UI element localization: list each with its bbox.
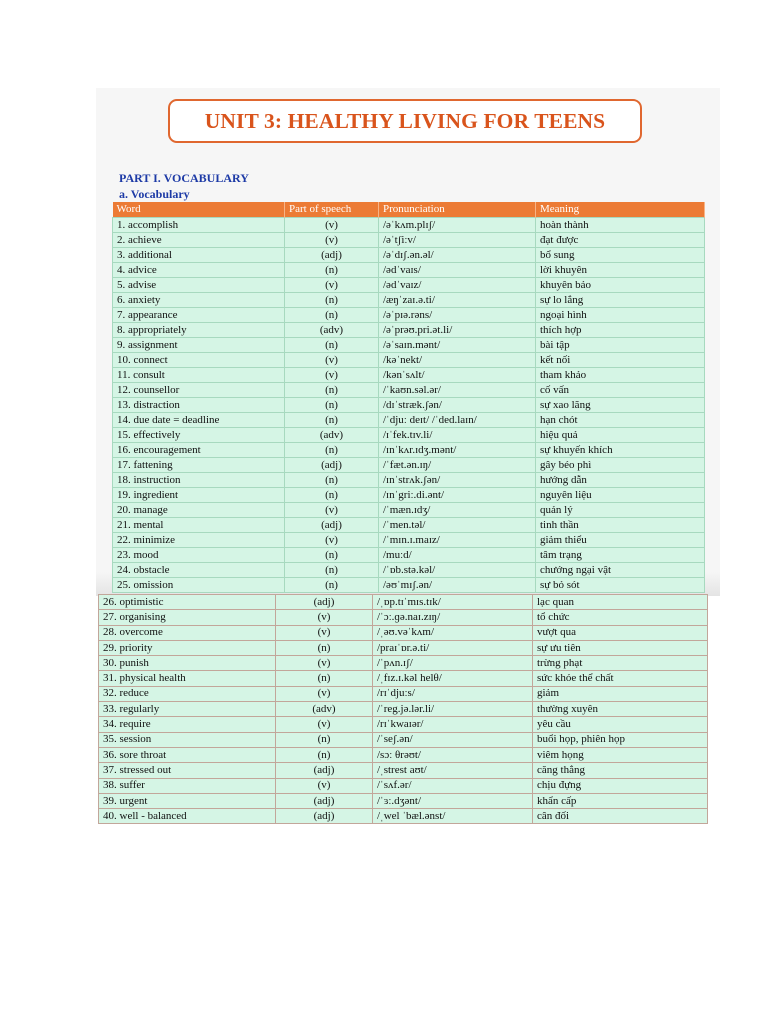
pronunciation-cell: /ˌɒp.tɪˈmɪs.tɪk/ <box>373 595 533 610</box>
meaning-cell: viêm họng <box>533 747 708 762</box>
table-row <box>113 428 705 443</box>
pronunciation-cell: /əˈprəʊ.pri.ət.li/ <box>379 323 536 338</box>
word-cell: 27. organising <box>99 610 276 625</box>
table-row <box>99 809 708 824</box>
table-row <box>113 368 705 383</box>
meaning-cell: bài tập <box>536 338 705 353</box>
table-row <box>113 533 705 548</box>
word-cell: 28. overcome <box>99 625 276 640</box>
meaning-cell: kết nối <box>536 353 705 368</box>
header-word: Word <box>113 202 285 218</box>
word-cell: 31. physical health <box>99 671 276 686</box>
word-cell: 4. advice <box>113 263 285 278</box>
meaning-cell: hạn chót <box>536 413 705 428</box>
table-row <box>113 353 705 368</box>
meaning-cell: tham khảo <box>536 368 705 383</box>
word-cell: 33. regularly <box>99 702 276 717</box>
pos-cell: (adj) <box>285 248 379 263</box>
meaning-cell: buổi họp, phiên họp <box>533 732 708 747</box>
pronunciation-cell: /ˌəʊ.vəˈkʌm/ <box>373 625 533 640</box>
pos-cell: (adv) <box>276 702 373 717</box>
meaning-cell: tâm trạng <box>536 548 705 563</box>
vocabulary-table-top <box>112 202 705 593</box>
meaning-cell: khuyên bảo <box>536 278 705 293</box>
pos-cell: (adj) <box>285 518 379 533</box>
pos-cell: (v) <box>285 218 379 233</box>
pos-cell: (n) <box>285 263 379 278</box>
pos-cell: (v) <box>285 353 379 368</box>
pronunciation-cell: /ˌstrest aʊt/ <box>373 763 533 778</box>
pronunciation-cell: /kəˈnekt/ <box>379 353 536 368</box>
pronunciation-cell: /ˈmen.təl/ <box>379 518 536 533</box>
meaning-cell: hiệu quả <box>536 428 705 443</box>
pronunciation-cell: /praɪˈɒr.ə.ti/ <box>373 640 533 655</box>
pronunciation-cell: /ˈɜː.dʒənt/ <box>373 793 533 808</box>
table-row <box>113 233 705 248</box>
table-row <box>113 548 705 563</box>
pronunciation-cell: /əˈkʌm.plɪʃ/ <box>379 218 536 233</box>
meaning-cell: lạc quan <box>533 595 708 610</box>
word-cell: 30. punish <box>99 656 276 671</box>
meaning-cell: yêu cầu <box>533 717 708 732</box>
pos-cell: (v) <box>285 278 379 293</box>
pronunciation-cell: /əˈdɪʃ.ən.əl/ <box>379 248 536 263</box>
meaning-cell: giảm thiểu <box>536 533 705 548</box>
meaning-cell: căng thẳng <box>533 763 708 778</box>
pronunciation-cell: /ˈfæt.ən.ɪŋ/ <box>379 458 536 473</box>
table-row <box>113 503 705 518</box>
table-row <box>99 686 708 701</box>
pronunciation-cell: /ˌfɪz.ɪ.kəl helθ/ <box>373 671 533 686</box>
pronunciation-cell: /ɪnˈkʌr.ɪdʒ.mənt/ <box>379 443 536 458</box>
table-row <box>113 443 705 458</box>
pronunciation-cell: /dɪˈstræk.ʃən/ <box>379 398 536 413</box>
word-cell: 17. fattening <box>113 458 285 473</box>
pronunciation-cell: /ɪnˈgriː.di.ənt/ <box>379 488 536 503</box>
pos-cell: (n) <box>285 443 379 458</box>
table-row <box>113 458 705 473</box>
table-row <box>99 625 708 640</box>
word-cell: 35. session <box>99 732 276 747</box>
pos-cell: (n) <box>276 671 373 686</box>
meaning-cell: tinh thần <box>536 518 705 533</box>
pos-cell: (v) <box>285 368 379 383</box>
pronunciation-cell: /ˈdjuː deɪt/ /ˈded.laɪn/ <box>379 413 536 428</box>
vocabulary-table-bottom <box>98 594 708 824</box>
word-cell: 37. stressed out <box>99 763 276 778</box>
word-cell: 24. obstacle <box>113 563 285 578</box>
pos-cell: (n) <box>285 473 379 488</box>
pronunciation-cell: /rɪˈkwaɪər/ <box>373 717 533 732</box>
word-cell: 20. manage <box>113 503 285 518</box>
pos-cell: (n) <box>276 732 373 747</box>
pos-cell: (v) <box>276 610 373 625</box>
table-row <box>113 248 705 263</box>
pronunciation-cell: /ˈpʌn.ɪʃ/ <box>373 656 533 671</box>
meaning-cell: cố vấn <box>536 383 705 398</box>
table-row <box>99 640 708 655</box>
pronunciation-cell: /əʊˈmɪʃ.ən/ <box>379 578 536 593</box>
pronunciation-cell: /rɪˈdjuːs/ <box>373 686 533 701</box>
meaning-cell: đạt được <box>536 233 705 248</box>
table-row <box>113 263 705 278</box>
unit-title: UNIT 3: HEALTHY LIVING FOR TEENS <box>204 108 606 133</box>
word-cell: 13. distraction <box>113 398 285 413</box>
pos-cell: (n) <box>285 383 379 398</box>
table-row <box>113 473 705 488</box>
table-row <box>99 747 708 762</box>
word-cell: 7. appearance <box>113 308 285 323</box>
table-row <box>99 717 708 732</box>
table-row <box>113 413 705 428</box>
table-row <box>99 610 708 625</box>
table-row <box>99 671 708 686</box>
pronunciation-cell: /ˈmæn.ɪdʒ/ <box>379 503 536 518</box>
header-part-of-speech: Part of speech <box>285 202 379 218</box>
meaning-cell: cân đối <box>533 809 708 824</box>
table-row <box>113 383 705 398</box>
meaning-cell: giảm <box>533 686 708 701</box>
word-cell: 3. additional <box>113 248 285 263</box>
pos-cell: (n) <box>285 563 379 578</box>
table-row <box>99 595 708 610</box>
meaning-cell: quản lý <box>536 503 705 518</box>
word-cell: 16. encouragement <box>113 443 285 458</box>
meaning-cell: sức khỏe thể chất <box>533 671 708 686</box>
word-cell: 9. assignment <box>113 338 285 353</box>
table-row <box>113 578 705 593</box>
word-cell: 29. priority <box>99 640 276 655</box>
word-cell: 19. ingredient <box>113 488 285 503</box>
pronunciation-cell: /ˈkaʊn.səl.ər/ <box>379 383 536 398</box>
pos-cell: (n) <box>285 548 379 563</box>
pronunciation-cell: /əˈtʃiːv/ <box>379 233 536 248</box>
word-cell: 34. require <box>99 717 276 732</box>
pos-cell: (adj) <box>276 763 373 778</box>
table-row <box>99 778 708 793</box>
pos-cell: (adv) <box>285 323 379 338</box>
pos-cell: (v) <box>276 656 373 671</box>
word-cell: 26. optimistic <box>99 595 276 610</box>
meaning-cell: chịu đựng <box>533 778 708 793</box>
table-row <box>99 763 708 778</box>
meaning-cell: bổ sung <box>536 248 705 263</box>
pos-cell: (v) <box>285 533 379 548</box>
word-cell: 15. effectively <box>113 428 285 443</box>
word-cell: 10. connect <box>113 353 285 368</box>
pos-cell: (v) <box>285 233 379 248</box>
word-cell: 40. well - balanced <box>99 809 276 824</box>
table-row <box>113 338 705 353</box>
table-row <box>113 278 705 293</box>
section-subtitle: a. Vocabulary <box>119 187 190 201</box>
word-cell: 25. omission <box>113 578 285 593</box>
pronunciation-cell: /ˈɒb.stə.kəl/ <box>379 563 536 578</box>
meaning-cell: vượt qua <box>533 625 708 640</box>
meaning-cell: hoàn thành <box>536 218 705 233</box>
table-row <box>113 488 705 503</box>
meaning-cell: sự lo lắng <box>536 293 705 308</box>
pos-cell: (v) <box>276 717 373 732</box>
table-row <box>113 323 705 338</box>
word-cell: 2. achieve <box>113 233 285 248</box>
pos-cell: (n) <box>285 308 379 323</box>
meaning-cell: sự xao lãng <box>536 398 705 413</box>
unit-title-box <box>168 99 642 143</box>
meaning-cell: gây béo phì <box>536 458 705 473</box>
pronunciation-cell: /ɪnˈstrʌk.ʃən/ <box>379 473 536 488</box>
meaning-cell: sự khuyến khích <box>536 443 705 458</box>
meaning-cell: chướng ngại vật <box>536 563 705 578</box>
pronunciation-cell: /ˈɔː.ɡə.naɪ.zɪŋ/ <box>373 610 533 625</box>
pronunciation-cell: /kənˈsʌlt/ <box>379 368 536 383</box>
table-row <box>113 293 705 308</box>
pronunciation-cell: /ədˈvaɪz/ <box>379 278 536 293</box>
pronunciation-cell: /ˌwel ˈbæl.ənst/ <box>373 809 533 824</box>
word-cell: 12. counsellor <box>113 383 285 398</box>
pronunciation-cell: /æŋˈzaɪ.ə.ti/ <box>379 293 536 308</box>
pronunciation-cell: /muːd/ <box>379 548 536 563</box>
pos-cell: (n) <box>285 413 379 428</box>
table-row <box>99 702 708 717</box>
pos-cell: (n) <box>285 293 379 308</box>
pronunciation-cell: /əˈsaɪn.mənt/ <box>379 338 536 353</box>
part-title: PART I. VOCABULARY <box>119 171 249 185</box>
meaning-cell: khẩn cấp <box>533 793 708 808</box>
pos-cell: (n) <box>285 398 379 413</box>
pos-cell: (n) <box>285 338 379 353</box>
pronunciation-cell: /ədˈvaɪs/ <box>379 263 536 278</box>
pronunciation-cell: /ɪˈfek.tɪv.li/ <box>379 428 536 443</box>
table-row <box>113 398 705 413</box>
pos-cell: (adv) <box>285 428 379 443</box>
table-row <box>99 656 708 671</box>
table-row <box>113 218 705 233</box>
word-cell: 39. urgent <box>99 793 276 808</box>
pos-cell: (n) <box>276 640 373 655</box>
meaning-cell: nguyên liệu <box>536 488 705 503</box>
meaning-cell: ngoại hình <box>536 308 705 323</box>
header-meaning: Meaning <box>536 202 705 218</box>
word-cell: 11. consult <box>113 368 285 383</box>
pronunciation-cell: /ˈmɪn.ɪ.maɪz/ <box>379 533 536 548</box>
pos-cell: (v) <box>276 686 373 701</box>
header-pronunciation: Pronunciation <box>379 202 536 218</box>
pos-cell: (n) <box>285 578 379 593</box>
meaning-cell: sự ưu tiên <box>533 640 708 655</box>
pos-cell: (n) <box>276 747 373 762</box>
meaning-cell: trừng phạt <box>533 656 708 671</box>
word-cell: 22. minimize <box>113 533 285 548</box>
table-row <box>113 563 705 578</box>
pos-cell: (v) <box>276 625 373 640</box>
pronunciation-cell: /ˈsʌf.ər/ <box>373 778 533 793</box>
table-header-row <box>113 202 705 218</box>
word-cell: 6. anxiety <box>113 293 285 308</box>
word-cell: 14. due date = deadline <box>113 413 285 428</box>
meaning-cell: thích hợp <box>536 323 705 338</box>
pronunciation-cell: /ˈreg.jə.lər.li/ <box>373 702 533 717</box>
pos-cell: (adj) <box>276 595 373 610</box>
pronunciation-cell: /əˈpɪə.rəns/ <box>379 308 536 323</box>
pos-cell: (n) <box>285 488 379 503</box>
word-cell: 8. appropriately <box>113 323 285 338</box>
table-row <box>113 518 705 533</box>
meaning-cell: sự bỏ sót <box>536 578 705 593</box>
word-cell: 1. accomplish <box>113 218 285 233</box>
meaning-cell: lời khuyên <box>536 263 705 278</box>
pos-cell: (v) <box>276 778 373 793</box>
meaning-cell: tổ chức <box>533 610 708 625</box>
pos-cell: (adj) <box>276 793 373 808</box>
word-cell: 18. instruction <box>113 473 285 488</box>
pronunciation-cell: /ˈseʃ.ən/ <box>373 732 533 747</box>
word-cell: 23. mood <box>113 548 285 563</box>
meaning-cell: hướng dẫn <box>536 473 705 488</box>
pos-cell: (adj) <box>276 809 373 824</box>
pos-cell: (v) <box>285 503 379 518</box>
table-row <box>113 308 705 323</box>
table-row <box>99 793 708 808</box>
word-cell: 36. sore throat <box>99 747 276 762</box>
pos-cell: (adj) <box>285 458 379 473</box>
table-row <box>99 732 708 747</box>
word-cell: 21. mental <box>113 518 285 533</box>
meaning-cell: thường xuyên <box>533 702 708 717</box>
pronunciation-cell: /sɔː θrəʊt/ <box>373 747 533 762</box>
word-cell: 5. advise <box>113 278 285 293</box>
word-cell: 38. suffer <box>99 778 276 793</box>
word-cell: 32. reduce <box>99 686 276 701</box>
